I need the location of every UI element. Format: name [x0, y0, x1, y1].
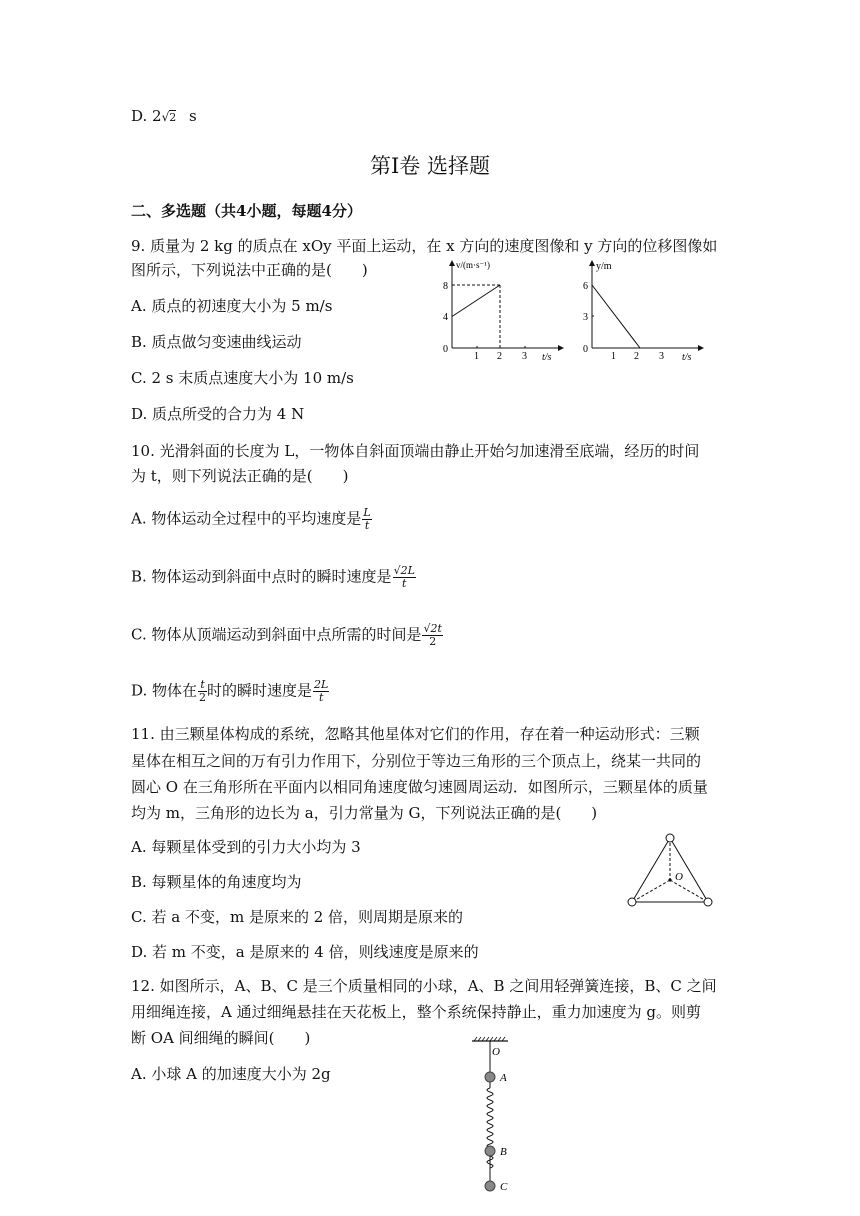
vx-ytick-4: 4	[443, 312, 448, 323]
ball-a	[485, 1072, 495, 1082]
fraction-2l-over-t: $\frac{2L}{t}$	[314, 678, 329, 704]
star-left	[628, 898, 636, 906]
label-b: B	[500, 1146, 507, 1158]
ball-b	[485, 1146, 495, 1156]
prev-question-option-d: D. 2√2 s	[131, 107, 197, 125]
fraction-l-over-t: $\frac{L}{t}$	[363, 506, 371, 532]
sqrt-sign: √	[161, 110, 170, 124]
label-a: A	[500, 1072, 507, 1084]
q11-stem-line4: 均为 m，三角形的边长为 a，引力常量为 G，下列说法正确的是( )	[131, 804, 598, 822]
q9-option-d[interactable]: D. 质点所受的合力为 4 N	[131, 405, 305, 423]
vx-ytick-8: 8	[443, 281, 448, 292]
center-label: O	[675, 871, 683, 883]
vx-x-arrow	[558, 345, 564, 351]
star-top	[666, 834, 674, 842]
q9-stem-line1: 9. 质量为 2 kg 的质点在 xOy 平面上运动，在 x 方向的速度图像和 y 方向的位移图像如	[131, 237, 718, 255]
radius-right	[670, 880, 708, 902]
ball-c	[485, 1181, 495, 1191]
q11-option-d[interactable]: D. 若 m 不变，a 是原来的 4 倍，则线速度是原来的	[131, 943, 479, 961]
option-unit: s	[189, 107, 197, 125]
q11-triangle-figure	[624, 830, 716, 910]
vx-xlabel: t/s	[542, 352, 552, 363]
q9-y-graph	[578, 256, 708, 364]
y-x-arrow	[698, 345, 704, 351]
y-xtick-2: 2	[634, 351, 639, 362]
q9-option-b[interactable]: B. 质点做匀变速曲线运动	[131, 333, 302, 351]
option-value: 2	[152, 107, 162, 125]
star-right	[704, 898, 712, 906]
q10-option-a[interactable]: A. 物体运动全过程中的平均速度是 $\frac{L}{t}$	[131, 506, 371, 532]
part-title: 第Ⅰ卷 选择题	[370, 154, 490, 178]
vx-xtick-1: 1	[474, 351, 479, 362]
q12-stem-line1: 12. 如图所示，A、B、C 是三个质量相同的小球，A、B 之间用轻弹簧连接，B、C 之间	[131, 977, 717, 995]
q12-spring-figure	[464, 1036, 524, 1196]
vx-ytick-0: 0	[443, 344, 448, 355]
vx-series-line	[452, 285, 500, 317]
q10-option-c[interactable]: C. 物体从顶端运动到斜面中点所需的时间是 $\frac{√2t}{2}$	[131, 622, 442, 648]
y-ylabel: y/m	[596, 261, 612, 272]
y-ytick-6: 6	[583, 281, 588, 292]
q11-stem-line2: 星体在相互之间的万有引力作用下，分别位于等边三角形的三个顶点上，绕某一共同的	[131, 752, 702, 770]
y-series-line	[592, 285, 640, 348]
vx-xtick-2: 2	[497, 351, 502, 362]
q9-stem-line2: 图所示，下列说法中正确的是( )	[131, 261, 368, 279]
y-y-arrow	[589, 260, 595, 266]
q12-stem-line3: 断 OA 间细绳的瞬间( )	[131, 1029, 311, 1047]
section-heading: 二、多选题（共4小题，每题4分）	[131, 202, 362, 220]
y-xtick-1: 1	[611, 351, 616, 362]
q10-option-d[interactable]: D. 物体在 $\frac{t}{2}$ 时的瞬时速度是 $\frac{2L}{t}$	[131, 678, 329, 704]
q12-stem-line2: 用细绳连接，A 通过细绳悬挂在天花板上，整个系统保持静止，重力加速度为 g。则剪	[131, 1003, 701, 1021]
vx-xtick-3: 3	[522, 351, 527, 362]
center-point	[668, 878, 671, 881]
label-o: O	[492, 1046, 500, 1058]
fraction-sqrt2t-over-2: $\frac{√2t}{2}$	[423, 622, 442, 648]
q9-vx-graph	[438, 256, 568, 364]
vx-ylabel: v/(m·s⁻¹)	[456, 260, 490, 270]
y-ytick-0: 0	[583, 344, 588, 355]
radius-left	[632, 880, 670, 902]
y-ytick-3: 3	[583, 312, 588, 323]
y-xtick-3: 3	[659, 351, 664, 362]
q11-stem-line1: 11. 由三颗星体构成的系统，忽略其他星体对它们的作用，存在着一种运动形式：三颗	[131, 725, 700, 743]
q10-stem-line1: 10. 光滑斜面的长度为 L，一物体自斜面顶端由静止开始匀加速滑至底端，经历的时间	[131, 442, 700, 460]
q11-stem-line3: 圆心 O 在三角形所在平面内以相同角速度做匀速圆周运动．如图所示，三颗星体的质量	[131, 778, 708, 796]
q10-stem-line2: 为 t，则下列说法正确的是( )	[131, 467, 349, 485]
label-c: C	[500, 1181, 508, 1193]
fraction-sqrt2l-over-t: $\frac{√2L}{t}$	[393, 564, 415, 590]
sqrt-radicand: 2	[169, 111, 177, 124]
q12-option-a[interactable]: A. 小球 A 的加速度大小为 2g	[131, 1065, 331, 1083]
q9-option-c[interactable]: C. 2 s 末质点速度大小为 10 m/s	[131, 369, 354, 387]
q10-option-b[interactable]: B. 物体运动到斜面中点时的瞬时速度是 $\frac{√2L}{t}$	[131, 564, 415, 590]
y-xlabel: t/s	[682, 352, 692, 363]
q11-option-c[interactable]: C. 若 a 不变，m 是原来的 2 倍，则周期是原来的	[131, 908, 464, 926]
q11-option-a[interactable]: A. 每颗星体受到的引力大小均为 3	[131, 838, 361, 856]
q11-option-b[interactable]: B. 每颗星体的角速度均为	[131, 873, 302, 891]
fraction-t-over-2: $\frac{t}{2}$	[199, 678, 207, 704]
q9-option-a[interactable]: A. 质点的初速度大小为 5 m/s	[131, 297, 333, 315]
vx-y-arrow	[449, 260, 455, 266]
